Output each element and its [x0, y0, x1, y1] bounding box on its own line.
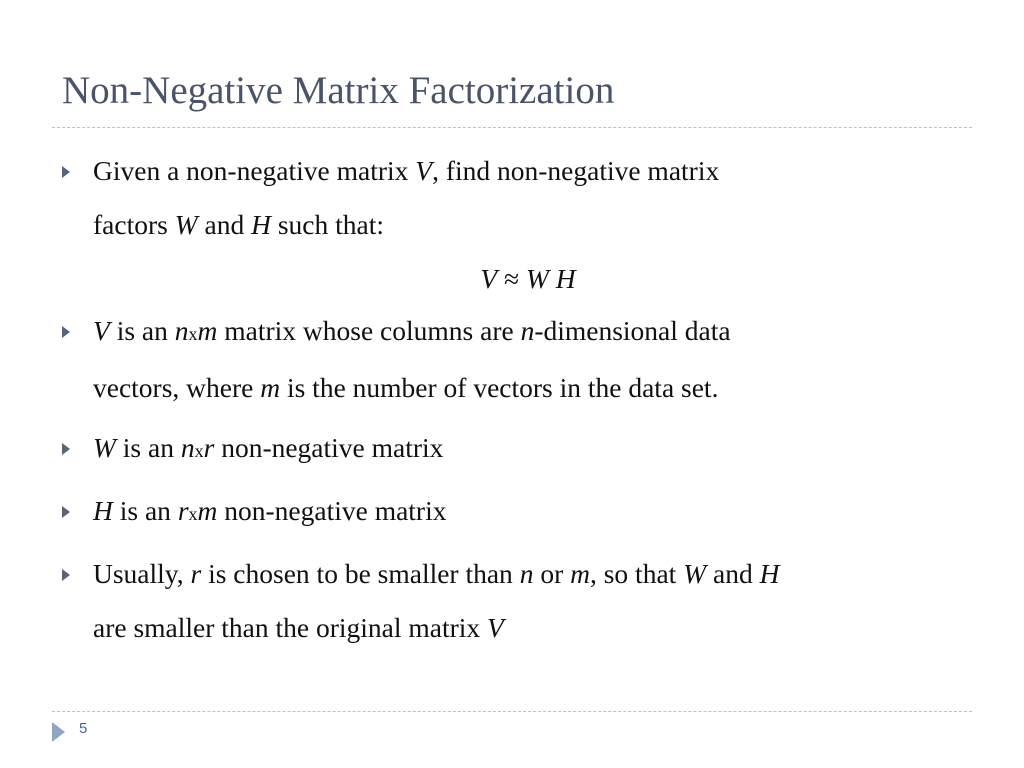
text-run: and [197, 209, 252, 240]
var-w: W [683, 558, 707, 589]
var-m: m [260, 372, 281, 403]
text-run: non-negative matrix [214, 432, 444, 463]
bullet-item [62, 547, 962, 655]
triangle-right-icon [62, 166, 70, 178]
bullet-line [93, 421, 962, 478]
bullet-line [93, 547, 962, 601]
var-n: n [520, 315, 535, 346]
var-n: n [180, 432, 195, 463]
text-run: factors [93, 209, 175, 240]
triangle-right-icon [62, 443, 70, 455]
slide-title: Non-Negative Matrix Factorization [62, 69, 615, 112]
text-run: such that: [270, 209, 385, 240]
text-run: , so that [589, 558, 684, 589]
var-r: r [177, 495, 189, 526]
triangle-right-icon [62, 569, 70, 581]
bullet-item [62, 304, 962, 415]
triangle-right-icon [52, 722, 65, 742]
var-v: V [415, 155, 433, 186]
text-run: Given a non-negative matrix [93, 155, 416, 186]
approx-operator: ≈ [497, 263, 526, 294]
bullet-line [93, 601, 962, 655]
var-h: H [759, 558, 780, 589]
var-m: m [197, 315, 218, 346]
times-symbol: x [194, 441, 204, 461]
bullet-item [62, 144, 962, 252]
var-w: W [93, 432, 116, 463]
text-run: non-negative matrix [217, 495, 447, 526]
text-run: are smaller than the original matrix [93, 612, 488, 643]
times-symbol: x [188, 324, 198, 344]
bullet-line [93, 144, 962, 198]
bullet-line [93, 484, 962, 541]
bullet-list [62, 144, 962, 661]
text-run: and [706, 558, 760, 589]
text-run: is the number of vectors in the data set. [280, 372, 719, 403]
text-run: is an [115, 432, 181, 463]
text-run: is an [112, 495, 178, 526]
space [549, 263, 556, 294]
var-v: V [487, 612, 504, 643]
title-divider [52, 127, 972, 128]
text-run: or [533, 558, 571, 589]
var-r: r [203, 432, 215, 463]
bullet-item [62, 421, 962, 478]
times-symbol: x [188, 504, 198, 524]
triangle-right-icon [62, 326, 70, 338]
bullet-line [93, 198, 962, 252]
var-h: H [93, 495, 113, 526]
var-n: n [519, 558, 534, 589]
var-w: W [525, 263, 549, 294]
bullet-line [93, 361, 962, 415]
var-w: W [174, 209, 198, 240]
var-v: V [93, 315, 110, 346]
text-run: matrix whose columns are [217, 315, 521, 346]
bullet-item [62, 484, 962, 541]
text-run: is chosen to be smaller than [201, 558, 520, 589]
text-run: , find non-negative matrix [432, 155, 720, 186]
triangle-right-icon [62, 506, 70, 518]
bullet-line [93, 304, 962, 361]
page-number: 5 [79, 720, 88, 737]
var-r: r [190, 558, 202, 589]
footer-divider [52, 711, 972, 712]
var-n: n [174, 315, 189, 346]
var-h: H [555, 263, 576, 294]
var-m: m [570, 558, 590, 589]
text-run: -dimensional data [534, 315, 731, 346]
equation [62, 252, 962, 306]
text-run: vectors, where [93, 372, 261, 403]
var-v: V [480, 263, 498, 294]
var-m: m [197, 495, 218, 526]
text-run: is an [109, 315, 175, 346]
var-h: H [251, 209, 271, 240]
text-run: Usually, [93, 558, 191, 589]
